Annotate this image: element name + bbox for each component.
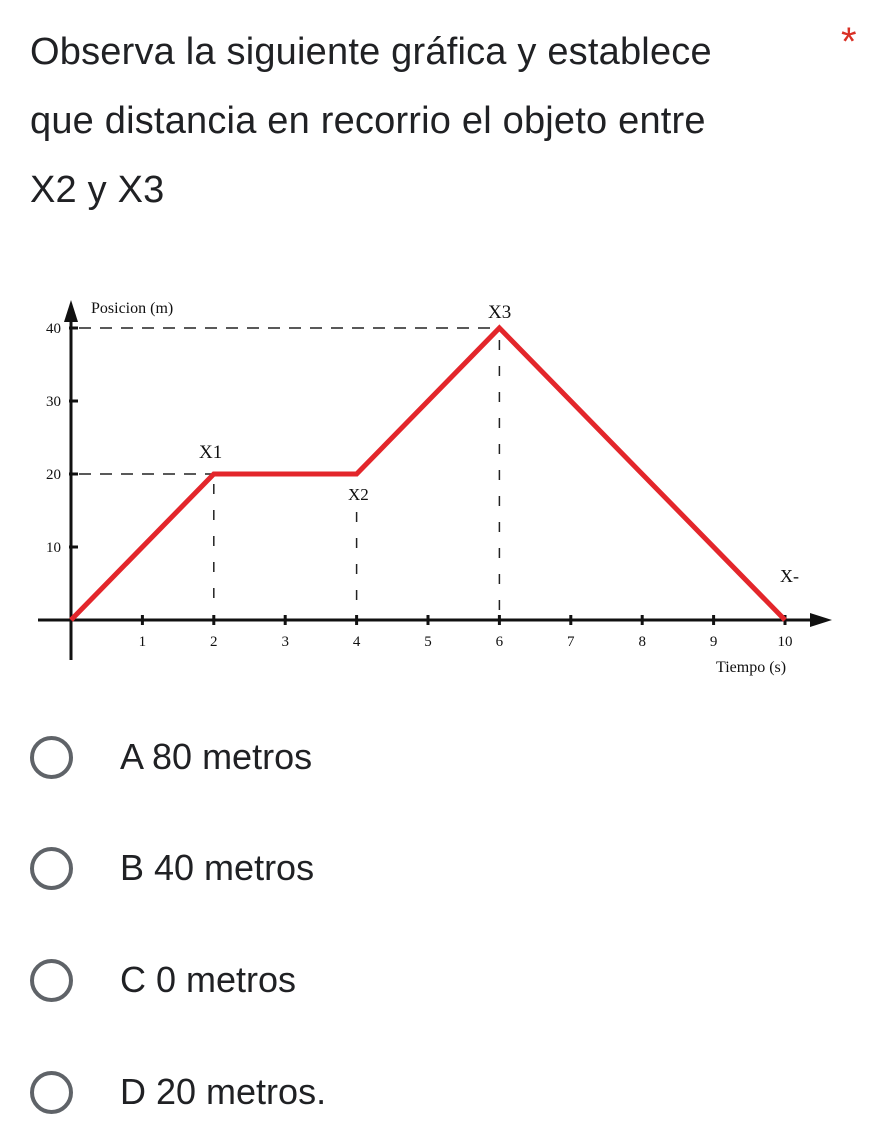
y-axis-arrow — [64, 300, 78, 322]
radio-unchecked-icon[interactable] — [30, 736, 73, 779]
x-axis-title: Tiempo (s) — [716, 659, 786, 676]
annotation-x3: X3 — [488, 302, 511, 323]
x-tick-label: 6 — [496, 634, 504, 650]
x-tick-label: 2 — [210, 634, 218, 650]
y-axis-title: Posicion (m) — [91, 300, 173, 317]
option-a-label: A 80 metros — [120, 736, 312, 778]
required-asterisk: * — [841, 22, 857, 62]
chart-svg — [26, 288, 838, 688]
x-axis-arrow — [810, 613, 832, 627]
option-a[interactable] — [30, 717, 730, 797]
position-time-chart — [26, 288, 838, 688]
y-tick-label: 30 — [46, 394, 61, 410]
option-c-label: C 0 metros — [120, 959, 296, 1001]
x-tick-label: 3 — [281, 634, 289, 650]
y-tick-label: 10 — [46, 540, 61, 556]
guide-lines — [79, 328, 499, 612]
series-group — [71, 328, 785, 620]
question-line-1: Observa la siguiente gráfica y establece — [30, 18, 830, 87]
option-b[interactable] — [30, 828, 730, 908]
x-tick-label: 1 — [139, 634, 147, 650]
radio-unchecked-icon[interactable] — [30, 847, 73, 890]
y-tick-group — [46, 321, 78, 556]
x-tick-label: 10 — [778, 634, 793, 650]
option-d[interactable] — [30, 1052, 730, 1132]
x-tick-label: 8 — [638, 634, 646, 650]
option-b-label: B 40 metros — [120, 847, 314, 889]
option-c[interactable] — [30, 940, 730, 1020]
question-text — [30, 18, 830, 225]
question-line-2: que distancia en recorrio el objeto entre — [30, 87, 830, 156]
annotation-x1: X1 — [199, 442, 222, 463]
y-tick-label: 40 — [46, 321, 61, 337]
x-tick-label: 5 — [424, 634, 432, 650]
x-tick-label: 7 — [567, 634, 575, 650]
x-tick-label: 9 — [710, 634, 718, 650]
position-line — [71, 328, 785, 620]
option-d-label: D 20 metros. — [120, 1071, 326, 1113]
annotation-x-end: X- — [780, 566, 799, 586]
annotation-x2: X2 — [348, 485, 369, 504]
question-line-3: X2 y X3 — [30, 156, 830, 225]
radio-unchecked-icon[interactable] — [30, 959, 73, 1002]
radio-unchecked-icon[interactable] — [30, 1071, 73, 1114]
y-tick-label: 20 — [46, 467, 61, 483]
x-tick-label: 4 — [353, 634, 361, 650]
